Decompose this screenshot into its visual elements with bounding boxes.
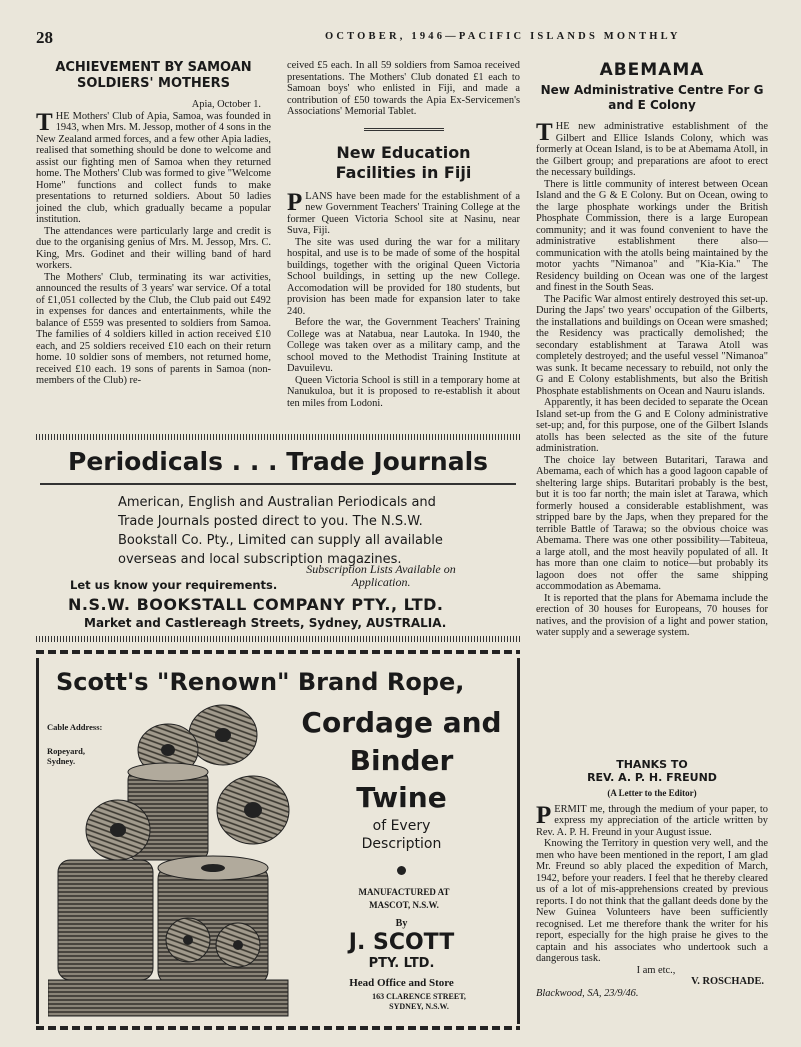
periodicals-body: American, English and Australian Periodicals and Trade Journals posted direct to you. The N.S.W. Bookstall Co. Pty., Limited can supply all available overseas and local subscription magazines. [118, 495, 443, 567]
scott-office: Head Office and Store [349, 977, 454, 989]
article-fiji-p4: Queen Victoria School is still in a temporary home at Nanukuloa, but it is proposed to re-establish it about ten miles from Lodoni. [287, 374, 520, 409]
letter-p1: PERMIT me, through the medium of your paper, to express my appreciation of the article written by Rev. A. P. H. Freund in your August issue. [536, 801, 768, 838]
scott-manufactured: MANUFACTURED AT MASCOT, N.S.W. [358, 887, 450, 910]
article-fiji-p3: Before the war, the Government Teachers' Training College was at Natabua, near Lautoka. In 1940, the College was taken over as a military camp, and the school moved to the Methodist Training Institute at Davuilevu. [287, 317, 520, 374]
ad-border-top [36, 434, 520, 440]
article-abemama [536, 60, 768, 639]
article-fiji-p1: PLANS have been made for the establishment of a new Government Teachers' Training College at the former Queen Victoria School site at Nasinu, near Suva, Fiji. [287, 188, 520, 236]
rope-coils-illustration [48, 690, 298, 1020]
ad-scott-border-bottom [36, 1026, 520, 1030]
scott-line2: Cordage and [301, 706, 502, 739]
ad-scott-border-top [36, 650, 520, 654]
article-fiji-p2: The site was used during the war for a military hospital, and use is to be made of some of the hospital buildings, together with the original Queen Victoria School buildings, in setting up the new College. Accomodation will be provided for 180 students, but provision has been made for expansion later to take 240. [287, 236, 520, 317]
article-samoa [36, 60, 271, 387]
article-abemama-p1: THE new administrative establishment of the Gilbert and Ellice Islands Colony, which was formerly at Ocean Island, is to be at Abemama Atoll, in the Gilbert group; and preparations are afoot to erect the necessary buildings. [536, 119, 768, 178]
article-samoa-p2: The attendances were particularly large and credit is due to the organising genius of Mrs. M. Jessop, Mrs. C. King, Mrs. Godinet and their willing band of hard workers. [36, 225, 271, 271]
article-fiji-title: New Education Facilities in Fiji [335, 142, 472, 182]
letter-title-line2: REV. A. P. H. FREUND [587, 771, 717, 784]
periodicals-address: Market and Castlereagh Streets, Sydney, AUSTRALIA. [84, 616, 447, 630]
scott-line4: Twine [356, 781, 447, 814]
article-samoa-p3: The Mothers' Club, terminating its war activities, announced the results of 3 years' war service. Of a total of £1,051 collected by the Club, the Club paid out £492 in expenses for dances and entertainments, while the balance of £559 was presented to soldiers from Samoa. The families of 4 soldiers killed in action received £10 each, and 25 soldiers received £10 each on their return home. 10 soldier sons of members, not returned home, received £10 each. 19 sons of parents in Samoa (non-members of the Club) re- [36, 271, 271, 386]
drop-cap: T [36, 108, 53, 136]
scott-description: Description [361, 836, 442, 852]
scott-line3: Binder [349, 744, 454, 777]
letter-to-editor [536, 758, 768, 999]
middle-column [287, 60, 520, 409]
article-abemama-p3: The Pacific War almost entirely destroyed this set-up. During the Japs' two years' occupation of the Gilberts, the installations and buildings on Ocean were smashed; the Residency was practically demolished; the secondary establishment at Tarawa Atoll was completely destroyed; and the useful vessel "Nimanoa" was sunk. It became necessary to rebuild, not only the G and E Colony establishments, but also the British Phosphate establishments on Ocean and Nauru islands. [536, 293, 768, 397]
letter-subtitle: (A Letter to the Editor) [607, 788, 697, 798]
ad-scott [36, 650, 520, 1032]
divider [364, 128, 444, 131]
periodicals-company: N.S.W. BOOKSTALL COMPANY PTY., LTD. [68, 595, 444, 614]
drop-cap: P [536, 801, 552, 829]
periodicals-let-us: Let us know your requirements. [70, 578, 278, 592]
periodicals-headline: Periodicals . . . Trade Journals [68, 447, 489, 476]
scott-cable-name: Ropeyard, Sydney. [47, 746, 86, 766]
letter-p2: Knowing the Territory in question very well, and the men who have been mentioned in the report, I am glad Mr. Freund so ably placed the expedition of March, 1942, before your readers. I feel that he thereby cleared us of a lot of mis-apprehensions created by previous reports. I do not think that the gallant deeds done by the New Guinea Volunteers have been sufficiently recognised. Let me therefore thank the writer for his report, especially for the high praise he gives to the captain and his associates who undertook such a dangerous task. [536, 838, 769, 964]
letter-title-line1: THANKS TO [616, 758, 688, 771]
scott-company: J. SCOTT [348, 930, 455, 955]
article-abemama-title: ABEMAMA [599, 60, 705, 80]
ad-periodicals [36, 443, 520, 633]
drop-cap: P [287, 188, 303, 216]
scott-of-every: of Every [372, 818, 431, 834]
scott-headline: Scott's "Renown" Brand Rope, [56, 668, 465, 696]
article-samoa-p4: ceived £5 each. In all 59 soldiers from Samoa received presentations. The Mothers' Club donated £1 each to Samoan boys' who enlisted in Fiji, and made a contribution of £50 towards the Apia Ex-Servicemen's Associations' Memorial Tablet. [287, 60, 520, 117]
bullet-dot [397, 866, 406, 875]
scott-by: By [395, 918, 408, 929]
article-abemama-subtitle: New Administrative Centre For G and E Colony [540, 83, 764, 112]
article-samoa-title: ACHIEVEMENT BY SAMOAN SOLDIERS' MOTHERS [55, 60, 252, 91]
article-abemama-p5: The choice lay between Butaritari, Tarawa and Abemama, each of which has a good lagoon capable of sheltering large ships. Butaritari probably is the best, but it is too far north; the main islet at Tarawa, which formerly housed a considerable establishment, was stripped bare by the Japs, when they prepared for the terrible Battle of Tarawa; so the obvious choice was Abemama. There was one other possibility—Tabiteua, a large atoll, and the most heavily populated of all. It has more than one claim to notice—but probably its lagoon does not offer the same shipping accommodation as Abemama. [536, 454, 768, 592]
dateline: Apia, October 1. [191, 99, 261, 110]
article-abemama-p2: There is little community of interest between Ocean Island and the G & E Colony. But on Ocean, owing to the large phosphate workings under the British Phosphate Commission, there is a large European community; and it was found convenient to have the administrative establishment there also—communication with the atolls being maintained by the motor yachts "Nimanoa" and "Kia-Kia." The Residency building on Ocean was one of the largest and finest in the South Seas. [536, 178, 768, 293]
article-abemama-p4: Apparently, it has been decided to separate the Ocean Island set-up from the G and E Colony administrative set-up; and, for this purpose, one of the Gilbert Islands atolls has been selected as the site of the future administration. [536, 397, 768, 454]
page-number: 28 [36, 28, 53, 47]
scott-cable: Cable Address: [47, 722, 103, 732]
letter-signature: V. ROSCHADE. [691, 976, 764, 987]
periodicals-rule [40, 483, 516, 485]
scott-pty: PTY. LTD. [368, 956, 435, 971]
drop-cap: T [536, 119, 553, 146]
letter-place: Blackwood, SA, 23/9/46. [536, 987, 639, 999]
article-abemama-p6: It is reported that the plans for Abemama include the erection of 30 houses for Europeans, 70 houses for natives, and the provision of a light and power station, water supply and a sewerage system. [536, 592, 768, 638]
ad-border-bottom [36, 636, 520, 642]
periodicals-subscription: Subscription Lists Available on Application. [306, 562, 456, 589]
letter-closing: I am etc., [636, 964, 676, 976]
running-title: OCTOBER, 1946—PACIFIC ISLANDS MONTHLY [325, 31, 681, 42]
scott-street: 163 CLARENCE STREET, SYDNEY, N.S.W. [372, 992, 466, 1011]
article-samoa-p1: THE Mothers' Club of Apia, Samoa, was founded in 1943, when Mrs. M. Jessop, mother of 4 sons in the New Zealand armed forces, and a few other Apia ladies, realised that something should be done to welcome and assist our fighting men of Samoa when they returned home. The Mothers' Club was formed to give "Welcome Home" functions and collect funds to make presentations to returned soldiers. About 50 ladies joined the club, which gradually became a popular institution. [36, 108, 271, 225]
